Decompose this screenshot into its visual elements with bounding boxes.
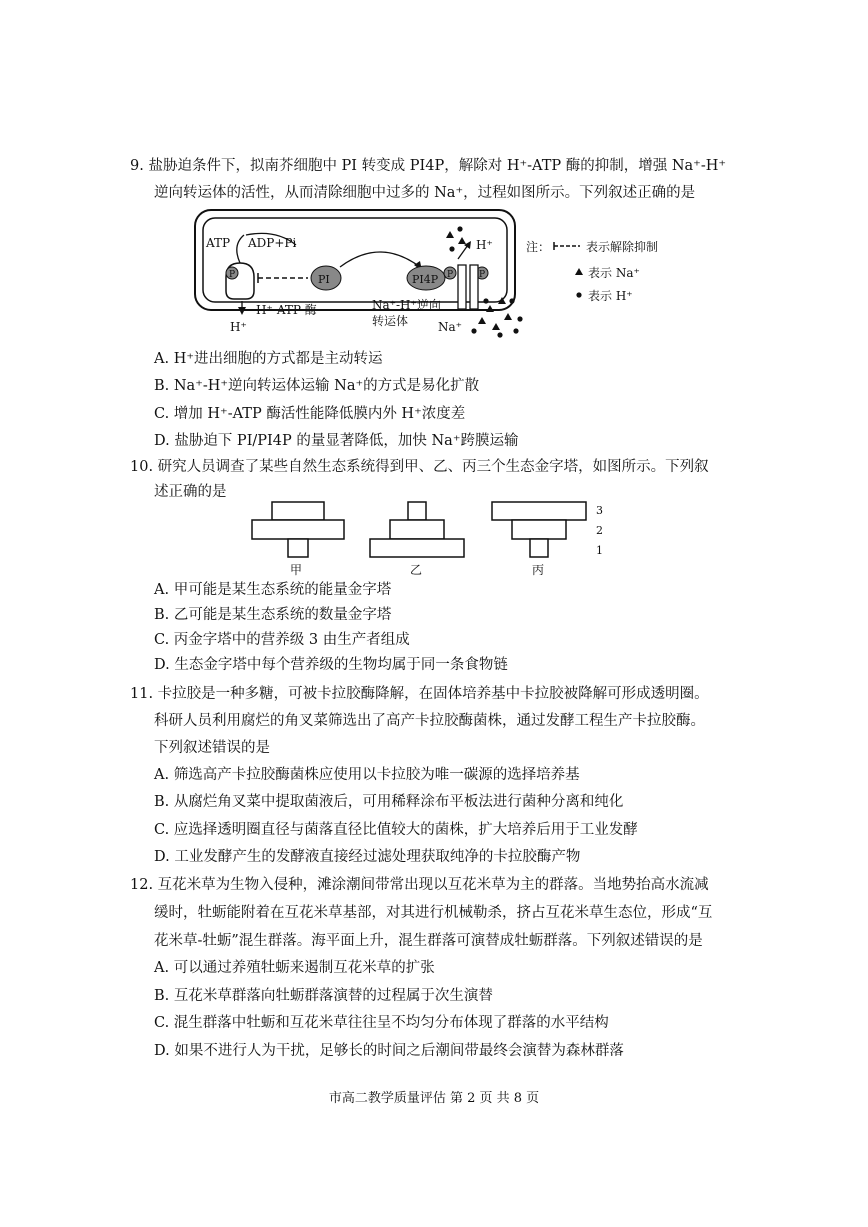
q11-stem-line-3: 下列叙述错误的是 xyxy=(154,740,270,756)
q9-membrane-diagram xyxy=(190,205,710,347)
svg-text:表示 H⁺: 表示 H⁺ xyxy=(588,289,633,303)
svg-text:ATP: ATP xyxy=(206,236,231,250)
svg-text:PI: PI xyxy=(318,273,330,286)
q12-option-d: D. 如果不进行人为干扰，足够长的时间之后潮间带最终会演替为森林群落 xyxy=(154,1043,624,1059)
svg-text:乙: 乙 xyxy=(410,563,423,577)
page-footer: 市高二教学质量评估 第 2 页 共 8 页 xyxy=(328,1091,540,1106)
q9-legend xyxy=(526,239,658,303)
svg-text:H⁺: H⁺ xyxy=(476,238,493,252)
svg-text:表示解除抑制: 表示解除抑制 xyxy=(586,240,659,254)
q9-option-b: B. Na⁺-H⁺逆向转运体运输 Na⁺的方式是易化扩散 xyxy=(154,378,480,394)
svg-text:2: 2 xyxy=(596,524,603,537)
q9-option-a: A. H⁺进出细胞的方式都是主动转运 xyxy=(154,351,383,367)
q10-stem-line-2: 述正确的是 xyxy=(154,484,227,500)
q11-option-a: A. 筛选高产卡拉胶酶菌株应使用以卡拉胶为唯一碳源的选择培养基 xyxy=(154,767,580,783)
pyramid-yi xyxy=(370,502,464,577)
q10-pyramids xyxy=(246,498,616,584)
svg-text:转运体: 转运体 xyxy=(372,314,409,328)
q11-option-c: C. 应选择透明圈直径与菌落直径比值较大的菌株，扩大培养后用于工业发酵 xyxy=(154,822,638,838)
svg-text:注：: 注： xyxy=(526,240,551,254)
q9-option-d: D. 盐胁迫下 PI/PI4P 的量显著降低，加快 Na⁺跨膜运输 xyxy=(154,433,519,449)
q10-option-c: C. 丙金字塔中的营养级 3 由生产者组成 xyxy=(154,632,410,648)
q10-option-b: B. 乙可能是某生态系统的数量金字塔 xyxy=(154,607,392,623)
q11-option-d: D. 工业发酵产生的发酵液直接经过滤处理获取纯净的卡拉胶酶产物 xyxy=(154,849,581,865)
svg-text:P: P xyxy=(479,270,486,280)
svg-text:P: P xyxy=(229,270,236,280)
svg-text:ADP+Pi: ADP+Pi xyxy=(248,236,297,250)
q10-option-d: D. 生态金字塔中每个营养级的生物均属于同一条食物链 xyxy=(154,657,508,673)
svg-text:3: 3 xyxy=(596,504,603,517)
q12-stem-line-2: 缓时，牡蛎能附着在互花米草基部，对其进行机械勒杀，挤占互花米草生态位，形成“互 xyxy=(154,905,713,921)
svg-text:H⁺-ATP 酶: H⁺-ATP 酶 xyxy=(256,303,317,317)
q12-option-a: A. 可以通过养殖牡蛎来遏制互花米草的扩张 xyxy=(154,960,435,976)
q10-stem-line-1: 10. 研究人员调查了某些自然生态系统得到甲、乙、丙三个生态金字塔，如图所示。下列叙 xyxy=(130,459,709,475)
q9-stem-line-1: 9. 盐胁迫条件下，拟南芥细胞中 PI 转变成 PI4P，解除对 H⁺-ATP 酶的抑制，增强 Na⁺-H⁺ xyxy=(130,158,727,174)
svg-text:H⁺: H⁺ xyxy=(230,320,247,334)
q11-stem-line-2: 科研人员利用腐烂的角叉菜筛选出了高产卡拉胶酶菌株，通过发酵工程生产卡拉胶酶。 xyxy=(154,713,705,729)
q12-option-b: B. 互花米草群落向牡蛎群落演替的过程属于次生演替 xyxy=(154,988,493,1004)
q9-stem-line-2: 逆向转运体的活性，从而清除细胞中过多的 Na⁺，过程如图所示。下列叙述正确的是 xyxy=(154,185,696,201)
q10-option-a: A. 甲可能是某生态系统的能量金字塔 xyxy=(154,582,392,598)
svg-text:PI4P: PI4P xyxy=(412,273,439,286)
svg-text:1: 1 xyxy=(596,544,603,557)
svg-text:Na⁺: Na⁺ xyxy=(438,320,462,334)
svg-text:表示 Na⁺: 表示 Na⁺ xyxy=(588,266,640,280)
svg-text:P: P xyxy=(447,270,454,280)
q11-option-b: B. 从腐烂角叉菜中提取菌液后，可用稀释涂布平板法进行菌种分离和纯化 xyxy=(154,794,624,810)
q9-option-c: C. 增加 H⁺-ATP 酶活性能降低膜内外 H⁺浓度差 xyxy=(154,406,466,422)
q12-stem-line-3: 花米草-牡蛎”混生群落。海平面上升，混生群落可演替成牡蛎群落。下列叙述错误的是 xyxy=(154,933,703,949)
pyramid-jia xyxy=(252,502,344,577)
q12-stem-line-1: 12. 互花米草为生物入侵种，滩涂潮间带常出现以互花米草为主的群落。当地势抬高水流减 xyxy=(130,877,709,893)
svg-text:Na⁺-H⁺逆向: Na⁺-H⁺逆向 xyxy=(372,298,441,312)
svg-text:甲: 甲 xyxy=(290,563,303,577)
svg-text:丙: 丙 xyxy=(532,563,545,577)
q12-option-c: C. 混生群落中牡蛎和互花米草往往呈不均匀分布体现了群落的水平结构 xyxy=(154,1015,609,1031)
pyramid-bing xyxy=(492,502,586,577)
q11-stem-line-1: 11. 卡拉胶是一种多糖，可被卡拉胶酶降解，在固体培养基中卡拉胶被降解可形成透明圈。 xyxy=(130,686,709,702)
